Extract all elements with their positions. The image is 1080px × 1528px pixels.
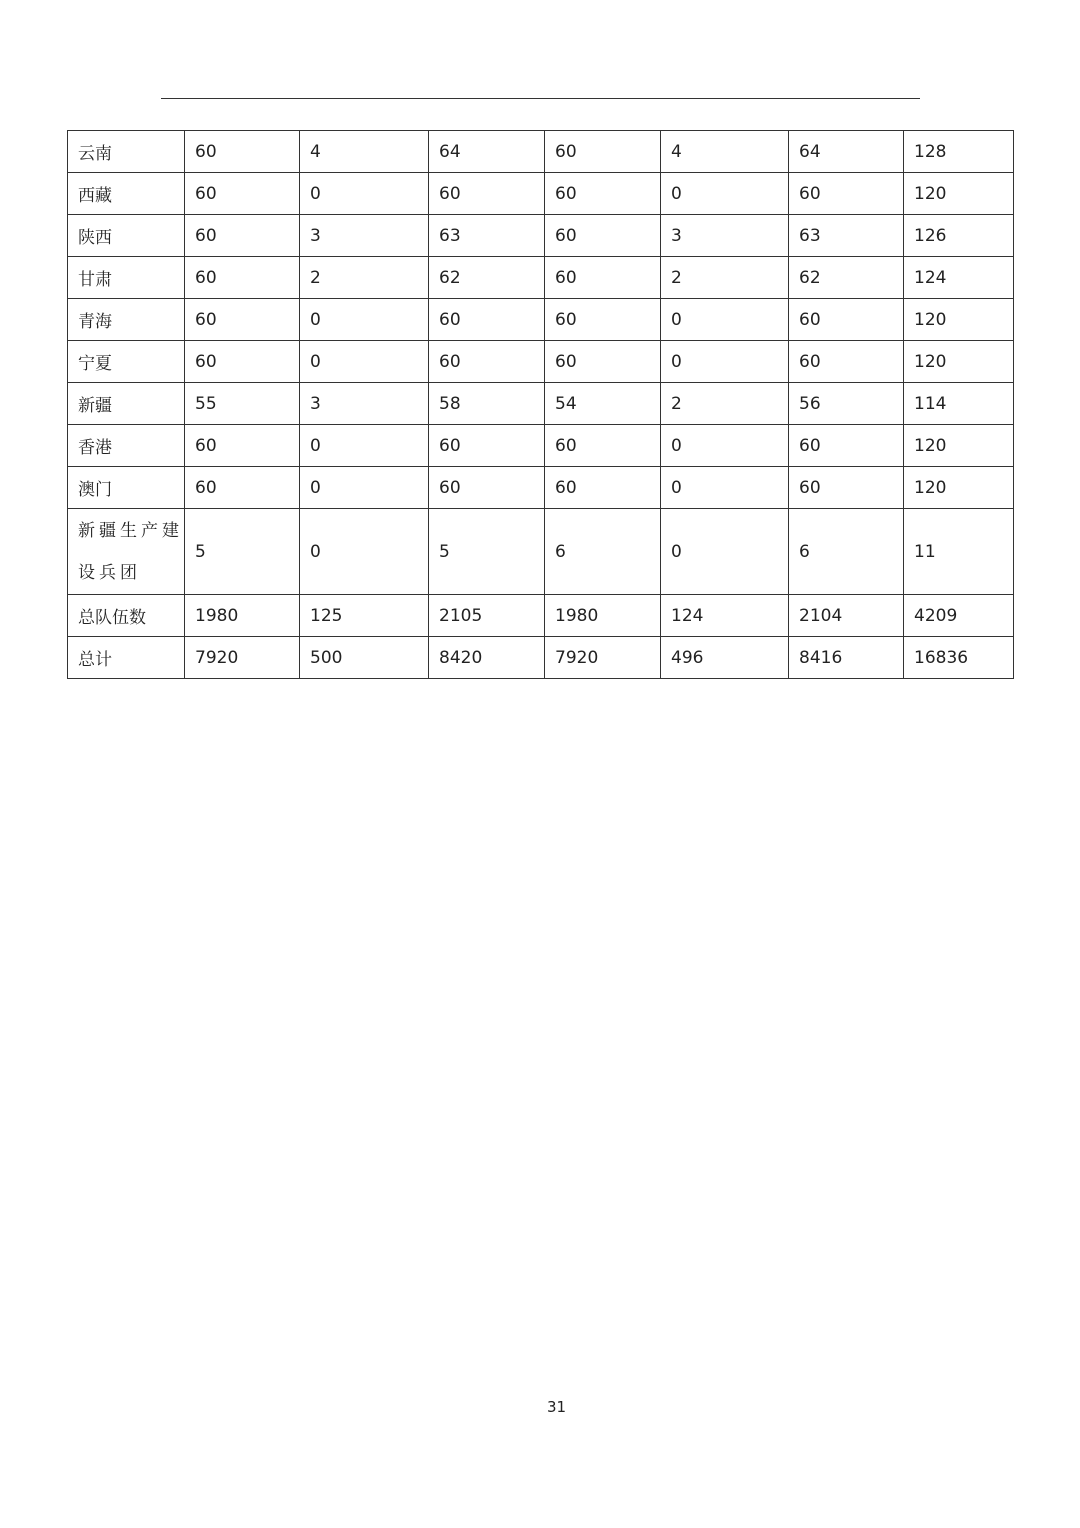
value-cell: 120	[904, 425, 1014, 467]
value-cell: 8416	[789, 637, 904, 679]
value-cell: 0	[661, 509, 789, 595]
region-cell: 澳门	[68, 467, 185, 509]
table-row	[68, 173, 1014, 215]
region-cell: 新疆生产建设兵团	[68, 509, 185, 595]
value-cell: 55	[185, 383, 300, 425]
header-rule	[161, 98, 920, 99]
value-cell: 3	[300, 383, 429, 425]
value-cell: 120	[904, 467, 1014, 509]
table-body	[68, 131, 1014, 679]
region-cell: 西藏	[68, 173, 185, 215]
value-cell: 60	[545, 173, 661, 215]
value-cell: 0	[300, 173, 429, 215]
value-cell: 60	[429, 425, 545, 467]
region-cell: 云南	[68, 131, 185, 173]
value-cell: 6	[789, 509, 904, 595]
value-cell: 124	[661, 595, 789, 637]
value-cell: 114	[904, 383, 1014, 425]
table-row	[68, 299, 1014, 341]
value-cell: 3	[300, 215, 429, 257]
value-cell: 5	[185, 509, 300, 595]
region-cell: 青海	[68, 299, 185, 341]
value-cell: 16836	[904, 637, 1014, 679]
value-cell: 2	[661, 257, 789, 299]
value-cell: 60	[185, 173, 300, 215]
value-cell: 4209	[904, 595, 1014, 637]
value-cell: 5	[429, 509, 545, 595]
value-cell: 2	[661, 383, 789, 425]
value-cell: 60	[185, 467, 300, 509]
value-cell: 11	[904, 509, 1014, 595]
table-row	[68, 637, 1014, 679]
value-cell: 63	[429, 215, 545, 257]
value-cell: 60	[789, 425, 904, 467]
value-cell: 0	[661, 299, 789, 341]
value-cell: 60	[429, 299, 545, 341]
value-cell: 0	[661, 467, 789, 509]
value-cell: 125	[300, 595, 429, 637]
region-cell: 甘肃	[68, 257, 185, 299]
value-cell: 64	[789, 131, 904, 173]
value-cell: 60	[429, 467, 545, 509]
region-cell: 新疆	[68, 383, 185, 425]
value-cell: 6	[545, 509, 661, 595]
table-row	[68, 467, 1014, 509]
value-cell: 500	[300, 637, 429, 679]
value-cell: 3	[661, 215, 789, 257]
value-cell: 0	[300, 299, 429, 341]
table-row	[68, 425, 1014, 467]
value-cell: 4	[300, 131, 429, 173]
value-cell: 2104	[789, 595, 904, 637]
value-cell: 60	[185, 131, 300, 173]
value-cell: 60	[545, 299, 661, 341]
region-cell: 总计	[68, 637, 185, 679]
table-row	[68, 595, 1014, 637]
table-row	[68, 257, 1014, 299]
value-cell: 2	[300, 257, 429, 299]
value-cell: 0	[300, 509, 429, 595]
value-cell: 60	[789, 299, 904, 341]
value-cell: 120	[904, 299, 1014, 341]
region-cell: 总队伍数	[68, 595, 185, 637]
value-cell: 60	[545, 131, 661, 173]
value-cell: 60	[545, 467, 661, 509]
value-cell: 0	[661, 341, 789, 383]
value-cell: 58	[429, 383, 545, 425]
value-cell: 124	[904, 257, 1014, 299]
value-cell: 60	[789, 467, 904, 509]
value-cell: 8420	[429, 637, 545, 679]
table-row	[68, 509, 1014, 595]
region-cell: 宁夏	[68, 341, 185, 383]
value-cell: 60	[545, 215, 661, 257]
value-cell: 126	[904, 215, 1014, 257]
value-cell: 2105	[429, 595, 545, 637]
value-cell: 60	[429, 173, 545, 215]
value-cell: 60	[545, 257, 661, 299]
page-number: 31	[546, 1398, 567, 1416]
value-cell: 120	[904, 173, 1014, 215]
table-row	[68, 341, 1014, 383]
value-cell: 60	[185, 215, 300, 257]
value-cell: 4	[661, 131, 789, 173]
value-cell: 1980	[545, 595, 661, 637]
value-cell: 60	[429, 341, 545, 383]
value-cell: 7920	[185, 637, 300, 679]
value-cell: 63	[789, 215, 904, 257]
region-cell: 陕西	[68, 215, 185, 257]
value-cell: 60	[545, 341, 661, 383]
value-cell: 128	[904, 131, 1014, 173]
region-cell: 香港	[68, 425, 185, 467]
value-cell: 7920	[545, 637, 661, 679]
table-row	[68, 383, 1014, 425]
value-cell: 60	[789, 341, 904, 383]
value-cell: 64	[429, 131, 545, 173]
value-cell: 60	[789, 173, 904, 215]
value-cell: 62	[789, 257, 904, 299]
value-cell: 56	[789, 383, 904, 425]
table-row	[68, 215, 1014, 257]
value-cell: 0	[661, 425, 789, 467]
value-cell: 0	[300, 467, 429, 509]
value-cell: 60	[185, 341, 300, 383]
value-cell: 496	[661, 637, 789, 679]
value-cell: 60	[545, 425, 661, 467]
value-cell: 62	[429, 257, 545, 299]
value-cell: 60	[185, 299, 300, 341]
value-cell: 0	[300, 341, 429, 383]
value-cell: 1980	[185, 595, 300, 637]
value-cell: 0	[300, 425, 429, 467]
value-cell: 60	[185, 257, 300, 299]
value-cell: 120	[904, 341, 1014, 383]
value-cell: 0	[661, 173, 789, 215]
data-table	[67, 130, 1014, 679]
value-cell: 54	[545, 383, 661, 425]
value-cell: 60	[185, 425, 300, 467]
table-row	[68, 131, 1014, 173]
